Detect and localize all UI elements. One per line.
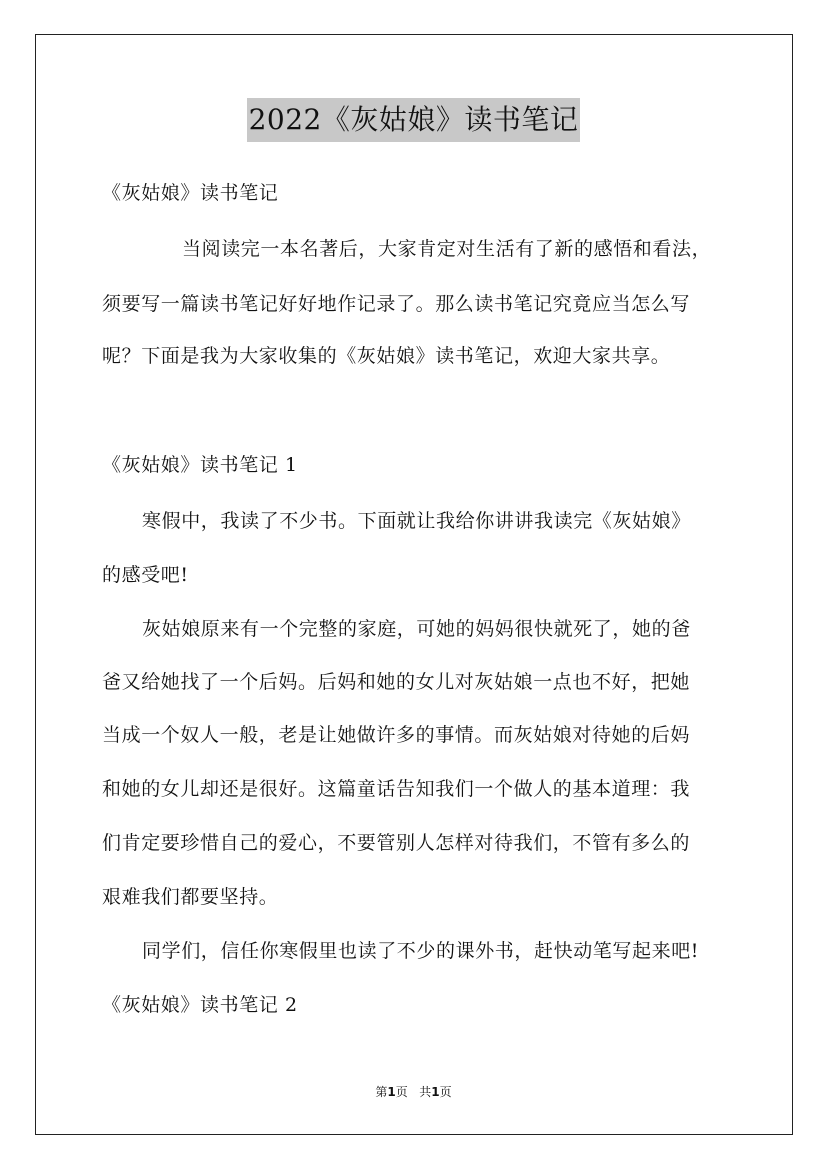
intro-line-3: 呢？下面是我为大家收集的《灰姑娘》读书笔记，欢迎大家共享。 <box>102 345 671 367</box>
title-container <box>0 98 827 142</box>
section1-p2-line-3: 当成一个奴人一般，老是让她做许多的事情。而灰姑娘对待她的后妈 <box>102 724 691 746</box>
section1-p2-line-4: 和她的女儿却还是很好。这篇童话告知我们一个做人的基本道理：我 <box>102 778 691 800</box>
section1-p2-line-2: 爸又给她找了一个后妈。后妈和她的女儿对灰姑娘一点也不好，把她 <box>102 671 691 693</box>
section2-heading: 《灰姑娘》读书笔记 2 <box>102 994 298 1016</box>
intro-line-2: 须要写一篇读书笔记好好地作记录了。那么读书笔记究竟应当怎么写 <box>102 293 691 315</box>
section1-p2-line-1: 灰姑娘原来有一个完整的家庭，可她的妈妈很快就死了，她的爸 <box>142 618 691 640</box>
footer-page-suffix: 页 <box>395 1085 408 1099</box>
section1-p1-line-2: 的感受吧! <box>102 564 189 586</box>
page-footer <box>0 1083 827 1101</box>
section1-p1-line-1: 寒假中，我读了不少书。下面就让我给你讲讲我读完《灰姑娘》 <box>142 510 691 532</box>
section1-p2-line-6: 艰难我们都要坚持。 <box>102 886 279 908</box>
footer-page-number: 1 <box>387 1085 396 1099</box>
footer-total-prefix: 共 <box>419 1085 432 1099</box>
footer-total-suffix: 页 <box>439 1085 452 1099</box>
document-title: 2022《灰姑娘》读书笔记 <box>247 98 581 142</box>
section1-heading: 《灰姑娘》读书笔记 1 <box>102 454 298 476</box>
main-heading: 《灰姑娘》读书笔记 <box>102 182 279 204</box>
footer-page-prefix: 第 <box>375 1085 388 1099</box>
section1-p2-line-5: 们肯定要珍惜自己的爱心，不要管别人怎样对待我们，不管有多么的 <box>102 832 691 854</box>
footer-total-number: 1 <box>431 1085 440 1099</box>
intro-line-1: 当阅读完一本名著后，大家肯定对生活有了新的感悟和看法， <box>182 238 712 260</box>
section1-p3: 同学们，信任你寒假里也读了不少的课外书，赶快动笔写起来吧! <box>142 940 700 962</box>
